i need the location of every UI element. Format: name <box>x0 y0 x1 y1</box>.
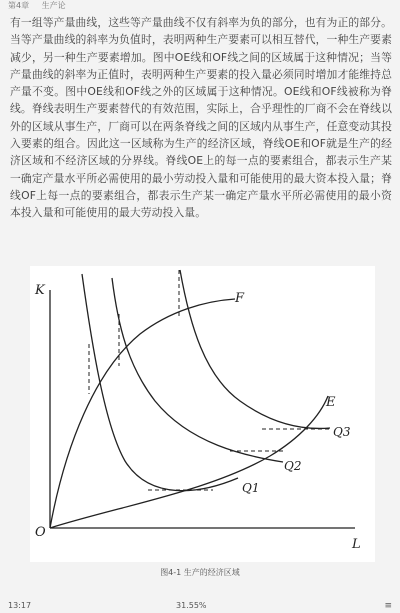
isoquant-label-q2: Q2 <box>284 459 302 473</box>
ridge-label-f: F <box>235 291 245 306</box>
chapter-title: 生产论 <box>41 1 66 10</box>
figure-svg <box>30 266 375 562</box>
isoquant-label-q1: Q1 <box>242 481 260 495</box>
figure-caption: 图4-1 生产的经济区域 <box>160 568 240 577</box>
page-header <box>8 0 76 12</box>
isoquant-q1 <box>82 274 238 491</box>
menu-icon[interactable]: ≡ <box>384 601 392 611</box>
isoquant-q3 <box>180 270 330 428</box>
reading-progress: 31.55% <box>176 601 207 610</box>
y-axis-label: K <box>35 283 45 298</box>
clock: 13:17 <box>8 601 32 610</box>
x-axis-label: L <box>352 537 361 552</box>
chapter-number: 第4章 <box>8 1 30 10</box>
economic-region-figure <box>30 266 375 562</box>
body-paragraph: 有一组等产量曲线，这些等产量曲线不仅有斜率为负的部分，也有为正的部分。当等产量曲线的斜率为负值时，表明两种生产要素可以相互替代，一种生产要素减少，另一种生产要素增加。图中OE线和OF线之间的区域属于这种情况；当等产量曲线的斜率为正值时，表明两种生产要素的投入量必须同时增加才能维持总产量不变。图中OE线和OF线之外的区域属于这种情况。OE线和OF线被称为脊线。脊线表明生产要素替代的有效范围，实际上，合乎理性的厂商不会在脊线以外的区域从事生产，厂商可以在两条脊线之间的区域内从事生产，任意变动其投入要素的组合。因此这一区域称为生产的经济区域，脊线OE和OF就是生产的经济区域和不经济区域的分界线。脊线OE上的每一点的要素组合，都表示生产某一确定产量水平所必需使用的最小劳动投入量和可能使用的最大资本投入量；脊线OF上每一点的要素组合，都表示生产某一确定产量水平所必需使用的最小资本投入量和可能使用的最大劳动投入量。 <box>10 16 392 220</box>
origin-label: O <box>35 525 46 540</box>
ridge-label-e: E <box>326 395 336 410</box>
reader-status-bar <box>0 600 400 613</box>
ridge-line-of <box>50 299 235 528</box>
isoquant-label-q3: Q3 <box>333 425 351 439</box>
